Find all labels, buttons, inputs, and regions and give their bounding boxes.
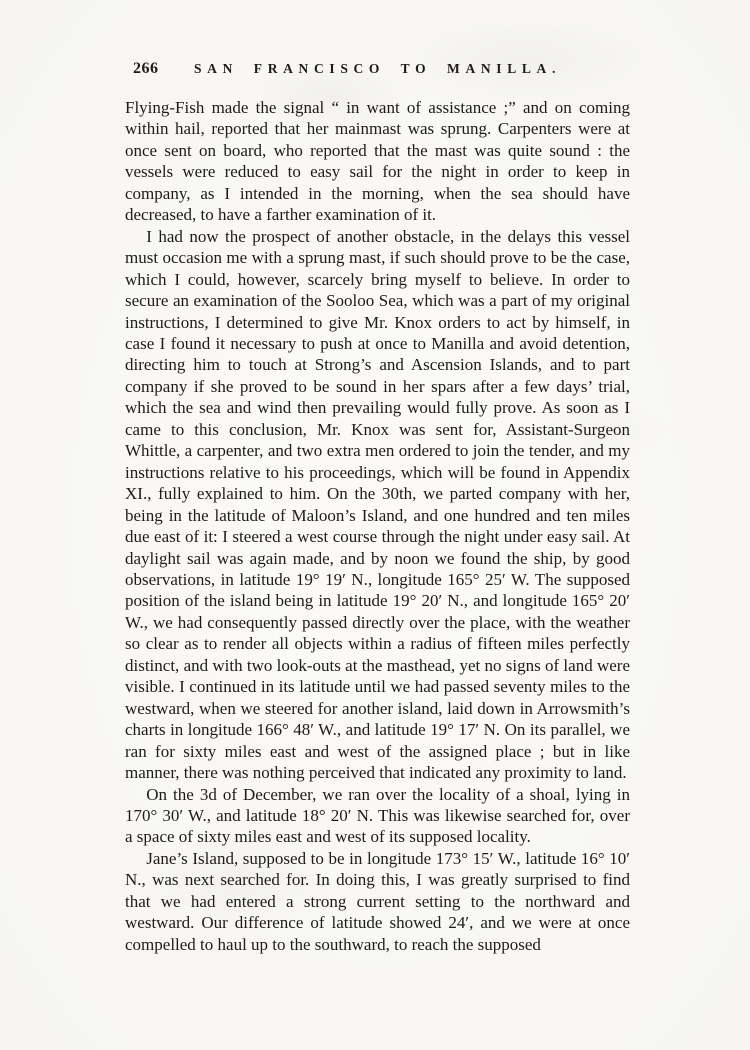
paragraph: On the 3d of December, we ran over the locality of a shoal, lying in 170° 30′ W., and latitude 18° 20′ N. This was likewise searched for, over a space of sixty miles east and west of its supposed locality. [125, 784, 630, 847]
page-number: 266 [133, 60, 159, 77]
paragraph: Flying-Fish made the signal “ in want of assistance ;” and on coming within hail, reported that her mainmast was sprung. Carpenters were at once sent on board, who reported that the mast was quite sound : the vessels were reduced to easy sail for the night in order to keep in company, as I intended in the morning, when the sea should have decreased, to have a farther examination of it. [125, 98, 630, 225]
paragraph: Jane’s Island, supposed to be in longitude 173° 15′ W., latitude 16° 10′ N., was next searched for. In doing this, I was greatly surprised to find that we had entered a strong current setting to the northward and westward. Our difference of latitude showed 24′, and we were at once compelled to haul up to the southward, to reach the supposed [125, 848, 630, 954]
paragraph: I had now the prospect of another obstacle, in the delays this vessel must occasion me with a sprung mast, if such should prove to be the case, which I could, however, scarcely bring myself to believe. In order to secure an examination of the Sooloo Sea, which was a part of my original instructions, I determined to give Mr. Knox orders to act by himself, in case I found it necessary to push at once to Manilla and avoid detention, directing him to touch at Strong’s and Ascension Islands, and to part company if she proved to be sound in her spars after a few days’ trial, which the sea and wind then prevailing would fully prove. As soon as I came to this conclusion, Mr. Knox was sent for, Assistant-Surgeon Whittle, a carpenter, and two extra men ordered to join the tender, and my instructions relative to his proceedings, which will be found in Appendix XI., fully explained to him. On the 30th, we parted company with her, being in the latitude of Maloon’s Island, and one hundred and ten miles due east of it: I steered a west course through the night under easy sail. At daylight sail was again made, and by noon we found the ship, by good observations, in latitude 19° 19′ N., longitude 165° 25′ W. The supposed position of the island being in latitude 19° 20′ N., and longitude 165° 20′ W., we had consequently passed directly over the place, with the weather so clear as to render all objects within a radius of fifteen miles perfectly distinct, and with two look-outs at the masthead, yet no signs of land were visible. I continued in its latitude until we had passed seventy miles to the westward, when we steered for another island, laid down in Arrowsmith’s charts in longitude 166° 48′ W., and latitude 19° 17′ N. On its parallel, we ran for sixty miles east and west of the assigned place ; but in like manner, there was nothing perceived that indicated any proximity to land. [125, 226, 630, 783]
page-header [125, 60, 630, 82]
running-header-title: SAN FRANCISCO TO MANILLA. [193, 61, 562, 76]
page-body-text [125, 97, 630, 955]
